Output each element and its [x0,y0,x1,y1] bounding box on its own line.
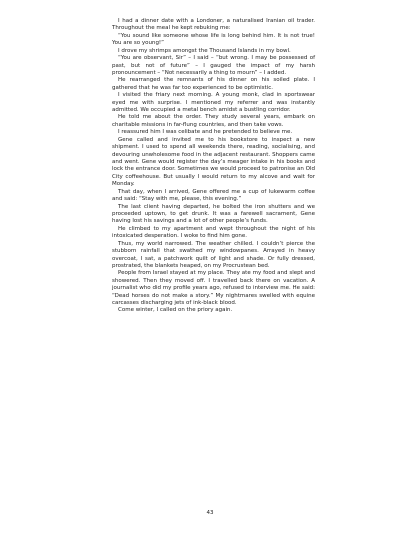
paragraph: I reassured him I was celibate and he pretended to believe me. [118,129,293,136]
paragraph: The last client having departed, he bolted the iron shutters and we proceeded uptown, to get drunk. It was a farewell sacrament, Gene having lost his savings and a lot of other people’s funds. [112,203,315,225]
paragraph: He climbed to my apartment and wept throughout the night of his intoxicated desperation. I woke to find him gone. [112,225,315,240]
paragraph: I had a dinner date with a Londoner, a naturalised Iranian oil trader. Throughout the meal he kept rebuking me: [112,18,315,32]
paragraph: Gene called and invited me to his bookstore to inspect a new shipment. I used to spend all weekends there, reading, socialising, and devouring unwholesome food in the adjacent restaurant. Shoppers came and went. Gene would register the day’s meager intake in his books and lock the entrance door. Sometimes we would proceed to patronise an Old City coffeehouse. But usually I would return to my alcove and wait for Monday. [112,136,315,188]
body-text [112,18,315,315]
paragraph: He told me about the order. They study several years, embark on charitable missions in far-flung countries, and then take vows. [112,114,315,128]
paragraph: Thus, my world narrowed. The weather chilled. I couldn’t pierce the stubborn rainfall that swathed my windowpanes. Arrayed in heavy overcoat, I sat, a patchwork quilt of light and shade. Or fully dressed, prostrated, the blankets heaped, on my Procrustean bed. [112,240,315,269]
paragraph: That day, when I arrived, Gene offered me a cup of lukewarm coffee and said: “Stay with me, please, this evening.” [112,188,315,203]
paragraph: “You are observant, Sir” – I said – “but wrong. I may be possessed of past, but not of future” – I gauged the impact of my harsh pronouncement – “Not necessarily a thing to mourn” – I added. [112,55,315,76]
paragraph: “You sound like someone whose life is long behind him. It is not true! You are so young!” [112,32,315,47]
paragraph: Come winter, I called on the priory again. [118,307,233,314]
paragraph: People from Israel stayed at my place. They ate my food and slept and showered. Then they moved off. I travelled back there on vacation. A journalist who did my profile years ago, refused to interview me. He said: “Dead horses do not make a story.” My nightmares swelled with equine carcasses discharging jets of ink-black blood. [112,270,315,307]
paragraph: I drove my shrimps amongst the Thousand Islands in my bowl. [118,47,291,54]
paragraph: He rearranged the remnants of his dinner on his soiled plate. I gathered that he was far too experienced to be optimistic. [112,77,315,91]
paragraph: I visited the friary next morning. A young monk, clad in sportswear eyed me with surprise. I mentioned my referrer and was instantly admitted. We occupied a metal bench amidst a bustling corridor. [112,92,315,114]
page-number: 43 [206,510,214,516]
